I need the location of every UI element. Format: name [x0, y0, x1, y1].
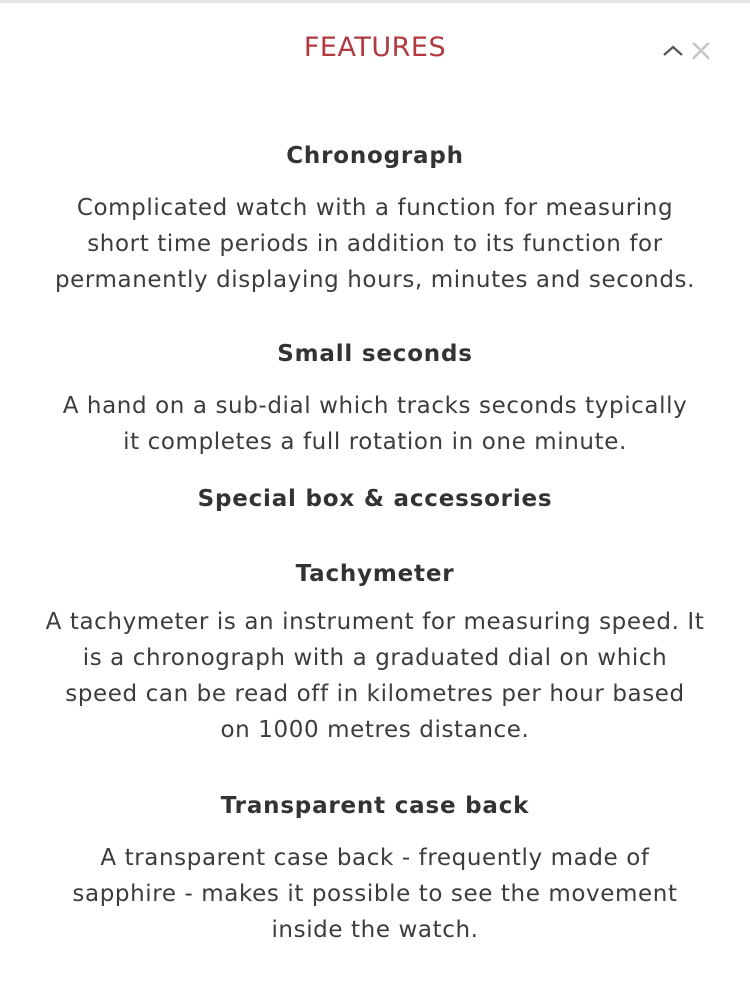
top-divider [0, 0, 750, 3]
feature-tachymeter [0, 556, 750, 748]
description-line: sapphire - makes it possible to see the movement [72, 881, 678, 907]
description-line: it completes a full rotation in one minute. [123, 429, 627, 455]
description-line: is a chronograph with a graduated dial on which [82, 645, 668, 671]
collapse-button[interactable] [660, 40, 686, 62]
description-line: permanently displaying hours, minutes and seconds. [54, 267, 696, 293]
feature-title: Tachymeter [295, 561, 455, 587]
feature-special-box [0, 481, 750, 517]
feature-description [0, 388, 750, 460]
feature-title: Special box & accessories [197, 486, 553, 512]
description-line: A tachymeter is an instrument for measuring speed. It [45, 609, 705, 635]
feature-title: Chronograph [286, 143, 464, 169]
description-line: inside the watch. [271, 917, 479, 943]
description-line: A hand on a sub-dial which tracks seconds typically [62, 393, 688, 419]
feature-title: Transparent case back [220, 793, 530, 819]
close-icon [688, 38, 714, 64]
feature-small-seconds [0, 336, 750, 460]
description-line: A transparent case back - frequently made of [100, 845, 650, 871]
chevron-up-icon [660, 40, 686, 62]
close-button[interactable] [688, 38, 714, 64]
feature-chronograph [0, 138, 750, 298]
section-title: FEATURES [303, 32, 447, 63]
features-header [0, 28, 750, 72]
feature-transparent-case-back [0, 788, 750, 948]
feature-description [0, 840, 750, 948]
feature-description [0, 604, 750, 748]
description-line: speed can be read off in kilometres per hour based [65, 681, 685, 707]
description-line: on 1000 metres distance. [220, 717, 530, 743]
description-line: Complicated watch with a function for measuring [76, 195, 674, 221]
feature-title: Small seconds [277, 341, 473, 367]
feature-description [0, 190, 750, 298]
description-line: short time periods in addition to its function for [87, 231, 663, 257]
